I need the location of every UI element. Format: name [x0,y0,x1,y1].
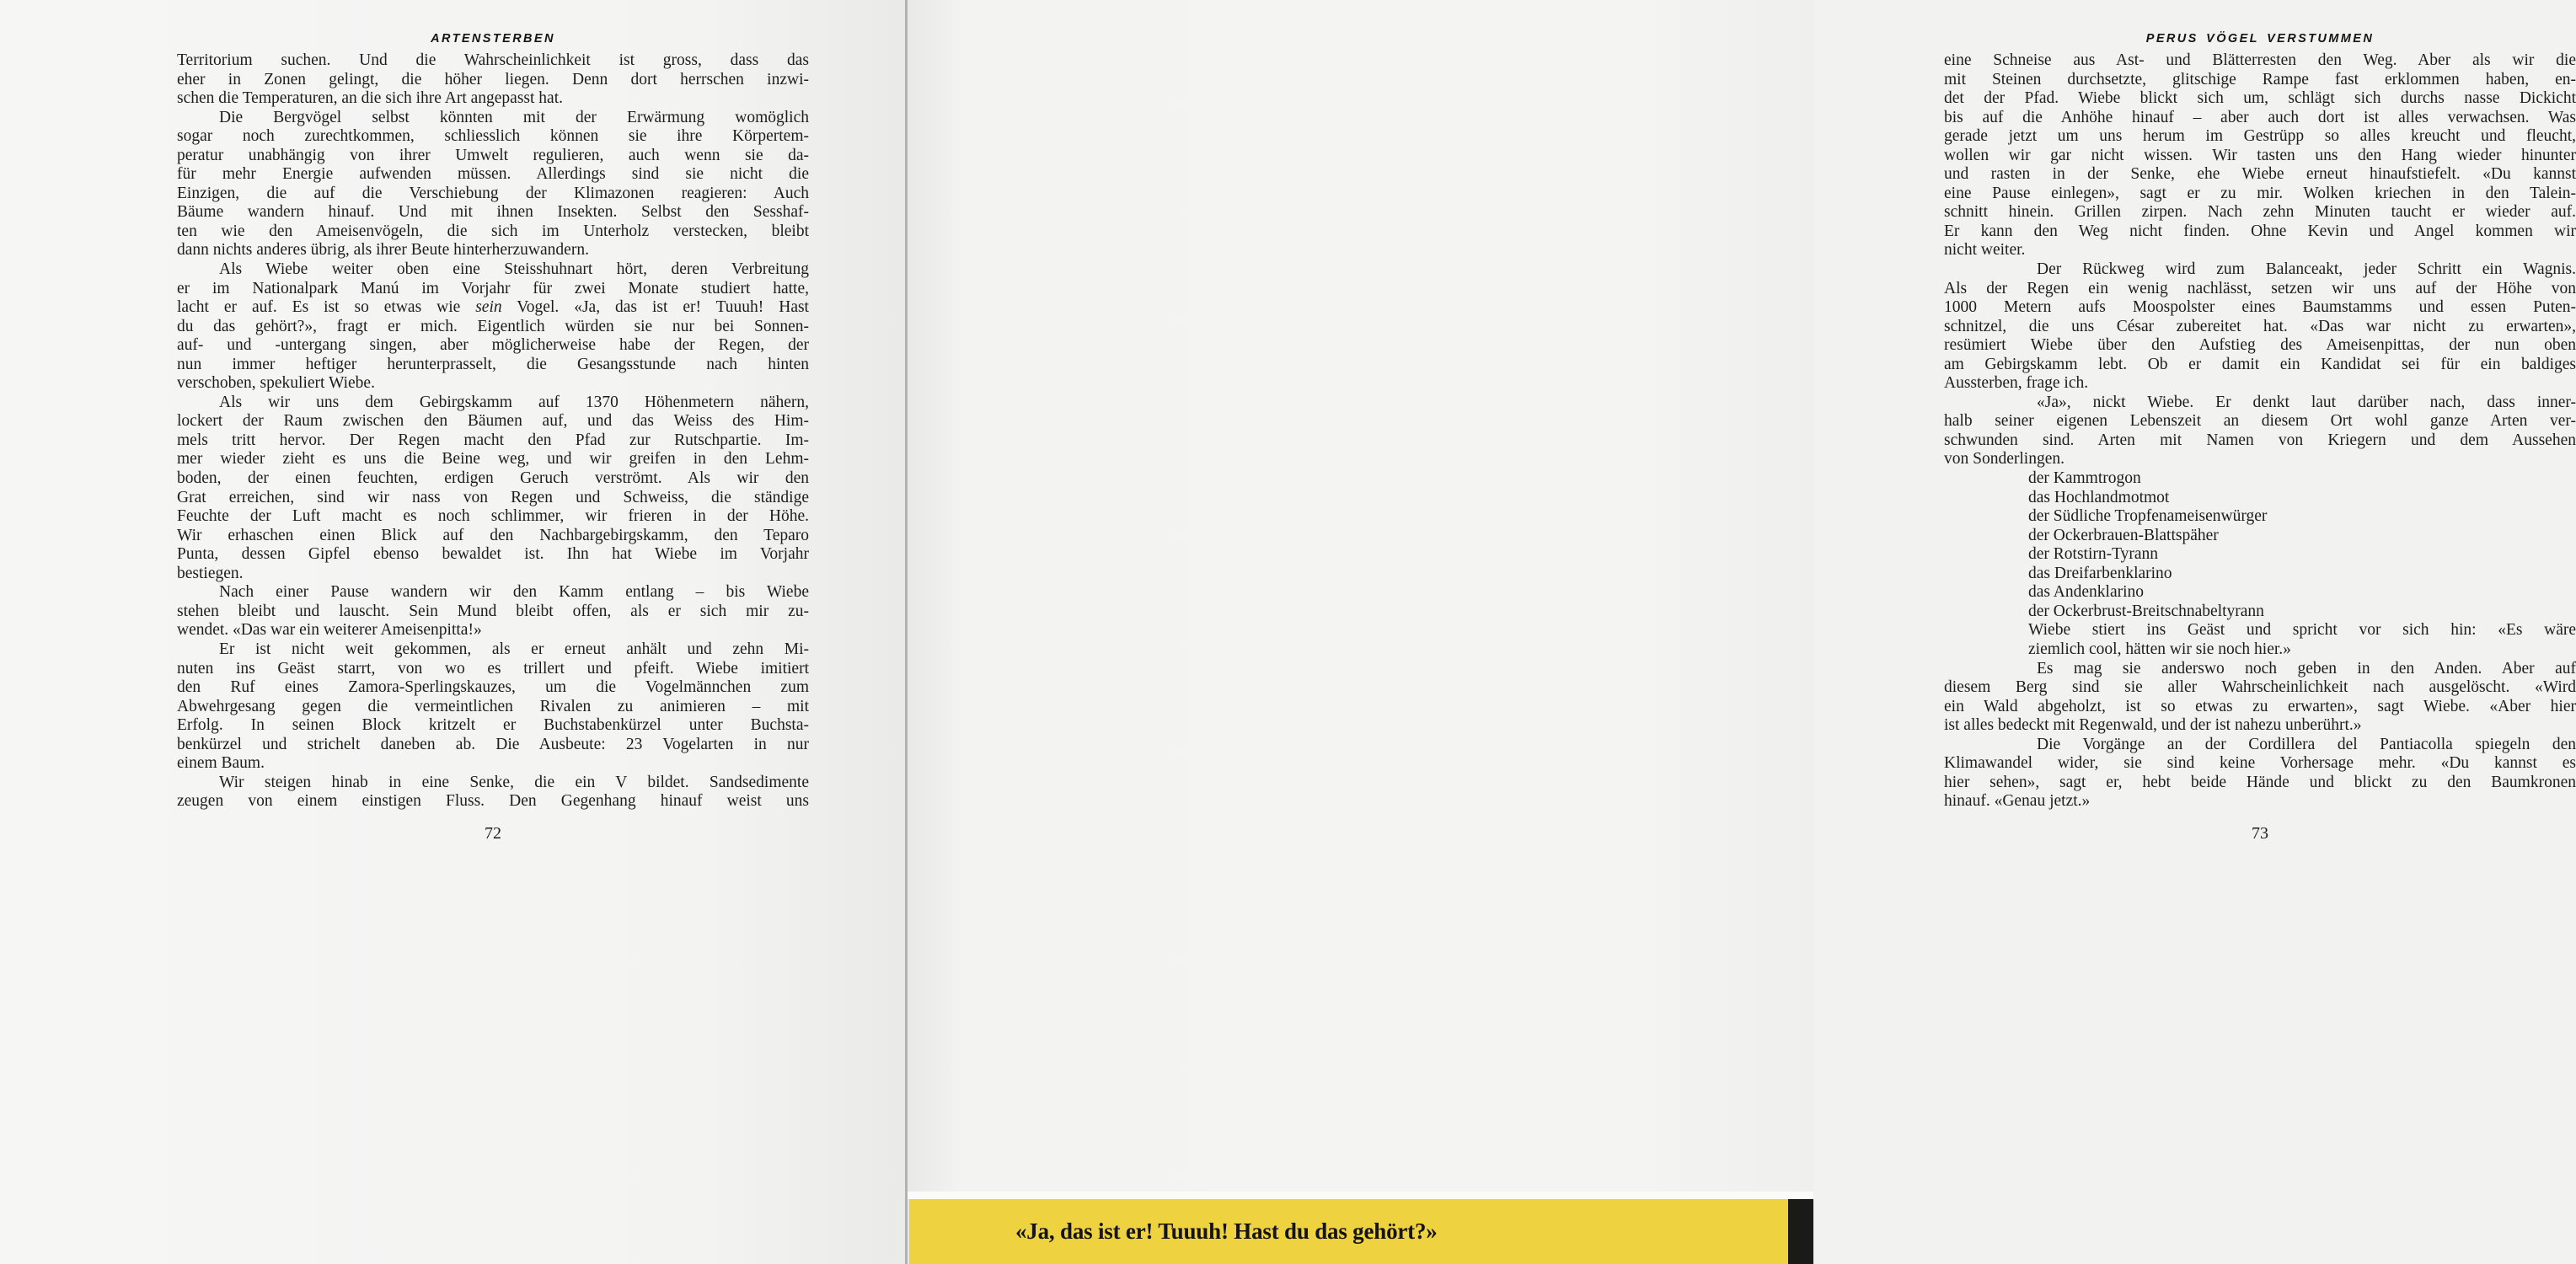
text-line: ziemlich cool, hätten wir sie noch hier.» [2028,640,2291,658]
text-line: Wir erhaschen einen Blick auf den Nachbargebirgskamm, den Teparo [177,526,809,544]
text-line: lockert der Raum zwischen den Bäumen auf, und das Weiss des Him- [177,412,809,431]
text-line: Territorium suchen. Und die Wahrscheinlichkeit ist gross, dass das [177,51,809,69]
text-line: 1000 Metern aufs Moospolster eines Baumstamms und essen Puten- [1944,298,2576,317]
text-line: Aussterben, frage ich. [1944,374,2089,393]
text-line: auf- und -untergang singen, aber möglicherweise habe der Regen, der [177,336,809,355]
text-line: benkürzel und strichelt daneben ab. Die Ausbeute: 23 Vogelarten in nur [177,735,809,753]
text-line: Bäume wandern hinauf. Und mit ihnen Insekten. Selbst den Sesshaf- [177,203,809,222]
page-left [0,0,906,1264]
text-line: eine Pause einlegen», sagt er zu mir. Wolken kriechen in den Talein- [1944,184,2576,202]
text-line: verschoben, spekuliert Wiebe. [177,374,375,393]
text-line: ten wie den Ameisenvögeln, die sich im Unterholz verstecken, bleibt [177,222,809,240]
text-line: Nach einer Pause wandern wir den Kamm entlang – bis Wiebe [219,583,809,602]
running-header-right: PERUS VÖGEL VERSTUMMEN [2145,32,2375,46]
text-line: hinauf. «Genau jetzt.» [1944,792,2091,811]
text-line: ein Wald abgeholzt, ist so etwas zu erwarten», sagt Wiebe. «Aber hier [1944,697,2576,715]
text-line: Wiebe stiert ins Geäst und spricht vor sich hin: «Es wäre [2028,621,2576,640]
text-line: der Südliche Tropfenameisenwürger [2028,507,2268,526]
text-line: Erfolg. In seinen Block kritzelt er Buchstabenkürzel unter Buchsta- [177,716,809,735]
text-line: det der Pfad. Wiebe blickt sich um, schlägt sich durchs nasse Dickicht [1944,89,2576,108]
text-line: «Ja», nickt Wiebe. Er denkt laut darüber nach, dass inner- [2037,393,2576,411]
text-line: der Ockerbrust-Breitschnabeltyrann [2028,602,2264,620]
text-line: dann nichts anderes übrig, als ihrer Beute hinterherzuwandern. [177,241,589,260]
text-line: ist alles bedeckt mit Regenwald, und der ist nahezu unberührt.» [1944,716,2362,735]
page-number-left: 72 [485,824,501,843]
body-text-right [1944,51,2576,811]
text-line: Es mag sie anderswo noch geben in den Anden. Aber auf [2037,659,2576,678]
text-line: von Sonderlingen. [1944,450,2065,469]
text-line: boden, der einen feuchten, erdigen Geruch verströmt. Als wir den [177,469,809,488]
text-line: Als wir uns dem Gebirgskamm auf 1370 Höhenmetern nähern, [219,393,809,411]
text-line: das Hochlandmotmot [2028,488,2170,506]
text-line: mer wieder zieht es uns die Beine weg, und wir greifen in den Lehm- [177,450,809,469]
text-line: mit Steinen durchsetzte, glitschige Rampe fast erklommen haben, en- [1944,70,2576,88]
text-line: peratur unabhängig von ihrer Umwelt regulieren, auch wenn sie da- [177,146,809,164]
text-line: diesem Berg sind sie aller Wahrscheinlichkeit nach ausgelöscht. «Wird [1944,678,2576,697]
banner-quote-text: «Ja, das ist er! Tuuuh! Hast du das gehört?» [1015,1218,1438,1244]
page-number-right: 73 [2252,824,2268,843]
text-line: nuten ins Geäst starrt, von wo es trillert und pfeift. Wiebe imitiert [177,659,809,678]
text-line: wendet. «Das war ein weiterer Ameisenpitta!» [177,621,482,640]
text-line: Der Rückweg wird zum Balanceakt, jeder Schritt ein Wagnis. [2037,260,2576,279]
text-line: stehen bleibt und lauscht. Sein Mund bleibt offen, als er sich mir zu- [177,602,809,620]
text-line: sogar noch zurechtkommen, schliesslich können sie ihre Körpertem- [177,127,809,146]
text-line: und rasten in der Senke, ehe Wiebe erneut hinaufstiefelt. «Du kannst [1944,165,2576,184]
text-line: er im Nationalpark Manú im Vorjahr für zwei Monate studiert hatte, [177,279,809,297]
text-line: Wir steigen hinab in eine Senke, die ein V bildet. Sandsedimente [219,773,809,791]
text-line: am Gebirgskamm lebt. Ob er damit ein Kandidat sei für ein baldiges [1944,355,2576,373]
text-line: lacht er auf. Es ist so etwas wie sein Vogel. «Ja, das ist er! Tuuuh! Hast [177,298,809,317]
text-line: der Kammtrogon [2028,469,2141,488]
text-line: Abwehrgesang gegen die vermeintlichen Rivalen zu animieren – mit [177,697,809,715]
text-line: wollen wir gar nicht wissen. Wir tasten uns den Hang wieder hinunter [1944,146,2576,164]
text-line: gerade jetzt um uns herum im Gestrüpp so alles kreucht und fleucht, [1944,127,2576,146]
text-line: Grat erreichen, sind wir nass von Regen und Schweiss, die ständige [177,488,809,506]
page-gutter-shadow [905,0,908,1264]
text-line: schnitt hinein. Grillen zirpen. Nach zehn Minuten taucht er wieder auf. [1944,203,2576,222]
text-line: den Ruf eines Zamora-Sperlingskauzes, um die Vogelmännchen zum [177,678,809,697]
text-line: schwunden sind. Arten mit Namen von Kriegern und dem Aussehen [1944,431,2576,449]
text-line: Klimawandel wider, sie sind keine Vorhersage mehr. «Du kannst es [1944,754,2576,773]
text-line: das Andenklarino [2028,583,2145,602]
text-line: bis auf die Anhöhe hinauf – aber auch dort ist alles verwachsen. Was [1944,108,2576,126]
text-line: schen die Temperaturen, an die sich ihre Art angepasst hat. [177,89,563,108]
text-line: eher in Zonen gelingt, die höher liegen. Denn dort herrschen inzwi- [177,70,809,88]
text-line: Einzigen, die auf die Verschiebung der Klimazonen reagieren: Auch [177,184,809,202]
chapter-quote-banner [909,1199,1788,1264]
text-line: schnitzel, die uns César zubereitet hat. «Das war nicht zu erwarten», [1944,317,2576,335]
text-line: mels tritt hervor. Der Regen macht den Pfad zur Rutschpartie. Im- [177,431,809,449]
text-line: Die Vorgänge an der Cordillera del Pantiacolla spiegeln den [2037,735,2576,753]
text-line: nun immer heftiger herunterprasselt, die Gesangsstunde nach hinten [177,355,809,373]
running-header-left: ARTENSTERBEN [431,32,555,46]
text-line: Als der Regen ein wenig nachlässt, setzen wir uns auf der Höhe von [1944,279,2576,297]
text-line: Punta, dessen Gipfel ebenso bewaldet ist. Ihn hat Wiebe im Vorjahr [177,545,809,564]
body-text-left [177,51,809,811]
page-edge-strip [908,1192,1813,1199]
text-line: hier sehen», sagt er, hebt beide Hände und blickt zu den Baumkronen [1944,773,2576,791]
text-line: einem Baum. [177,754,265,773]
book-edge-shadow [1788,1199,1813,1264]
text-line: Als Wiebe weiter oben eine Steisshuhnart hört, deren Verbreitung [219,260,809,279]
text-line: du das gehört?», fragt er mich. Eigentlich würden sie nur bei Sonnen- [177,317,809,335]
text-line: bestiegen. [177,564,244,582]
text-line: der Rotstirn-Tyrann [2028,545,2159,564]
text-line: Er kann den Weg nicht finden. Ohne Kevin und Angel kommen wir [1944,222,2576,240]
text-line: Er ist nicht weit gekommen, als er erneut anhält und zehn Mi- [219,640,809,658]
text-line: Die Bergvögel selbst könnten mit der Erwärmung womöglich [219,108,809,126]
text-line: das Dreifarbenklarino [2028,564,2172,582]
text-line: für mehr Energie aufwenden müssen. Allerdings sind sie nicht die [177,165,809,184]
text-line: der Ockerbrauen-Blattspäher [2028,526,2219,544]
text-line: nicht weiter. [1944,241,2026,260]
text-line: Feuchte der Luft macht es noch schlimmer, wir frieren in der Höhe. [177,507,809,526]
text-line: halb seiner eigenen Lebenszeit an diesem Ort wohl ganze Arten ver- [1944,412,2576,431]
text-line: resümiert Wiebe über den Aufstieg des Ameisenpittas, der nun oben [1944,336,2576,355]
text-line: zeugen von einem einstigen Fluss. Den Gegenhang hinauf weist uns [177,792,809,811]
page-right [908,0,2576,1264]
text-line: eine Schneise aus Ast- und Blätterresten den Weg. Aber als wir die [1944,51,2576,69]
